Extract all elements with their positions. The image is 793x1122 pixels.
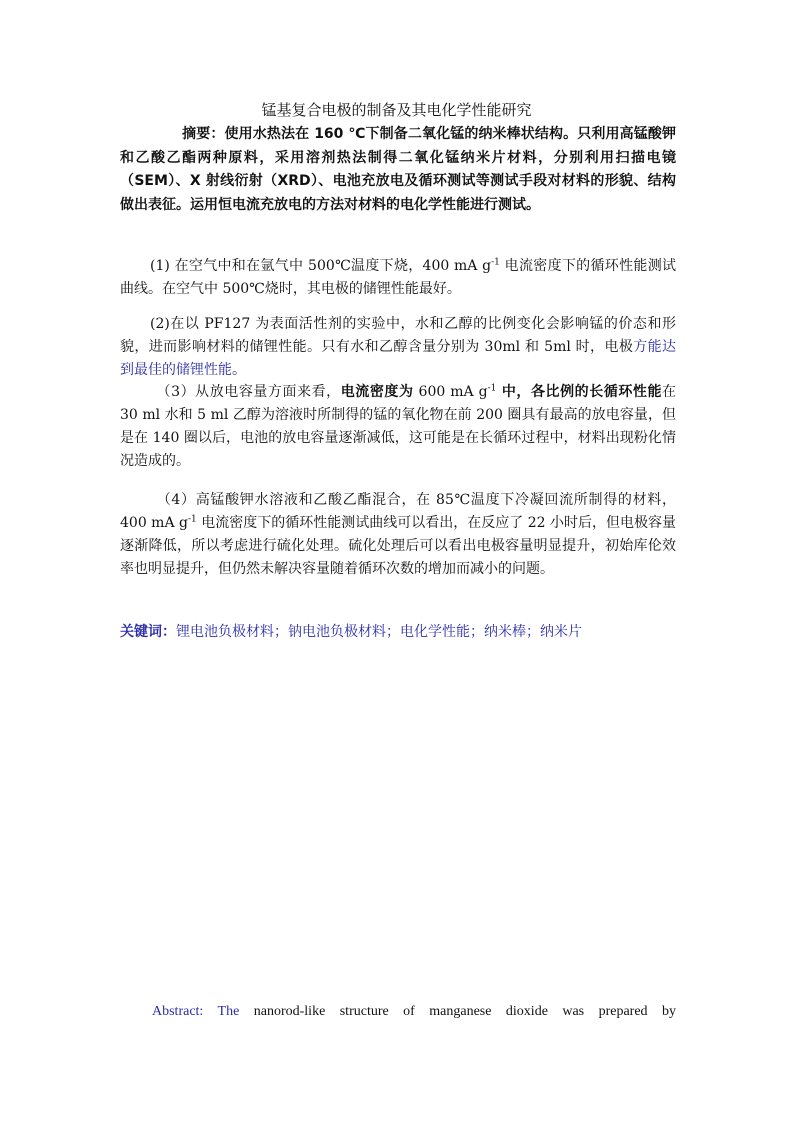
abstract-label: 摘要： — [182, 126, 225, 142]
paragraph-1-text-a: (1) 在空气中和在氩气中 500℃温度下烧，400 mA g — [150, 258, 492, 274]
paragraph-2 — [120, 313, 676, 382]
paragraph-1 — [120, 255, 676, 301]
paragraph-3-bold-a: 电流密度为 — [340, 384, 414, 400]
paragraph-4 — [120, 489, 676, 581]
paragraph-4-superscript: -1 — [187, 514, 197, 525]
english-abstract-label: Abstract: — [152, 1004, 204, 1019]
abstract-text: 使用水热法在 160 ℃下制备二氧化锰的纳米棒状结构。只利用高锰酸钾和乙酸乙酯两种原料，采用溶剂热法制得二氧化锰纳米片材料，分别利用扫描电镜（SEM）、X 射线衍射（XRD）、电池充放电及循环测试等测试手段对材料的形貌、结构做出表征。运用恒电流充放电的方法对材料的电化学性能进行测试。 — [120, 126, 676, 213]
english-abstract-text: nanorod-like structure of manganese dioxide was prepared by — [253, 1004, 676, 1019]
keywords-label: 关键词： — [120, 624, 176, 640]
paragraph-1-superscript: -1 — [491, 257, 500, 268]
paragraph-2-text: (2)在以 PF127 为表面活性剂的实验中，水和乙醇的比例变化会影响锰的价态和形貌，进而影响材料的储锂性能。只有水和乙醇含量分别为 30ml 和 5ml 时，电极 — [120, 316, 676, 355]
paragraph-4-text-b: 电流密度下的循环性能测试曲线可以看出，在反应了 22 小时后，但电极容量逐渐降低，所以考虑进行硫化处理。硫化处理后可以看出电极容量明显提升，初始库伦效率也明显提升，但仍然未解决容量随着循环次数的增加而减小的问题。 — [120, 515, 676, 577]
paragraph-2-end: 。 — [232, 362, 246, 378]
paragraph-3-lead: （3）从放电容量方面来看， — [156, 384, 341, 400]
paragraph-3-bold-b: 中，各比例的长循环性能 — [496, 384, 663, 400]
paragraph-3-mid: 600 mA g — [413, 384, 488, 400]
document-title: 锰基复合电极的制备及其电化学性能研究 — [261, 101, 532, 119]
paragraph-4-text-a: （4）高锰酸钾水溶液和乙酸乙酯混合，在 85℃温度下冷凝回流所制得的材料，400 mA g — [120, 492, 676, 531]
chinese-abstract — [120, 123, 676, 217]
paragraph-1-text-b: 电流密度下的循环性能测试曲线。在空气中 500℃烧时，其电极的储锂性能最好。 — [120, 258, 676, 297]
english-abstract — [120, 1002, 676, 1022]
english-abstract-the: The — [217, 1004, 240, 1019]
paragraph-2-highlight: 方能达到最佳的储锂性能 — [120, 339, 677, 378]
paragraph-3-superscript: -1 — [487, 383, 497, 394]
paragraph-3-rest: 在 30 ml 水和 5 ml 乙醇为溶液时所制得的锰的氧化物在前 200 圈具有最高的放电容量，但是在 140 圈以后，电池的放电容量逐渐减低，这可能是在长循环过程中，材料出现粉化情况造成的。 — [120, 384, 677, 469]
keywords-text: 锂电池负极材料；钠电池负极材料；电化学性能；纳米棒；纳米片 — [176, 624, 582, 640]
paragraph-3 — [120, 381, 676, 473]
keywords-line — [120, 622, 680, 642]
